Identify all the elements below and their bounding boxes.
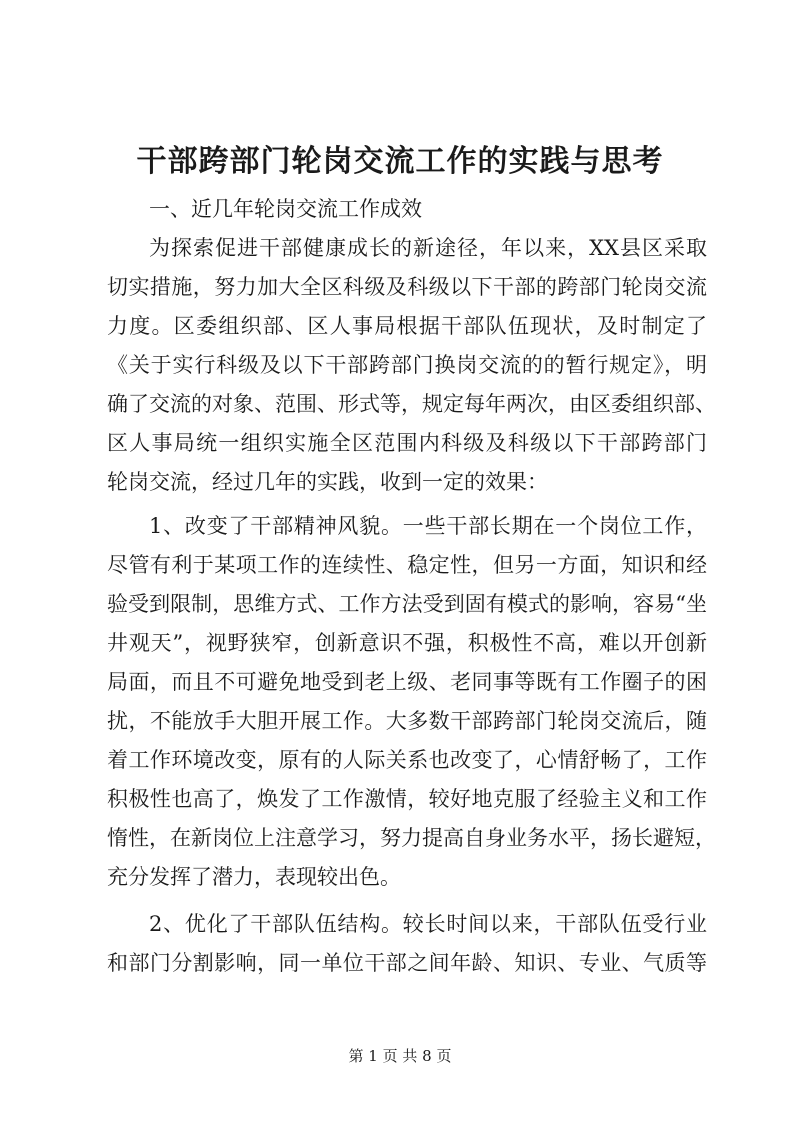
paragraph-line: 切实措施，努力加大全区科级及科级以下干部的跨部门轮岗交流: [107, 275, 707, 299]
section-heading: 一、近几年轮岗交流工作成效: [149, 197, 422, 221]
paragraph-line: 区人事局统一组织实施全区范围内科级及科级以下干部跨部门: [107, 431, 707, 455]
paragraph-line: 力度。区委组织部、区人事局根据干部队伍现状，及时制定了: [107, 314, 707, 338]
paragraph-line: 《关于实行科级及以下干部跨部门换岗交流的的暂行规定》，明: [107, 353, 707, 377]
paragraph-line: 确了交流的对象、范围、形式等，规定每年两次，由区委组织部、: [107, 392, 716, 416]
paragraph-line: 验受到限制，思维方式、工作方法受到固有模式的影响，容易“坐: [107, 592, 707, 616]
paragraph-line: 积极性也高了，焕发了工作激情，较好地克服了经验主义和工作: [107, 787, 707, 811]
paragraph-line: 和部门分割影响，同一单位干部之间年龄、知识、专业、气质等: [107, 951, 707, 975]
paragraph-line: 1、改变了干部精神风貌。一些干部长期在一个岗位工作，: [149, 514, 707, 538]
paragraph-line: 着工作环境改变，原有的人际关系也改变了，心情舒畅了，工作: [107, 748, 707, 772]
document-title: 干部跨部门轮岗交流工作的实践与思考: [136, 144, 664, 179]
paragraph-line: 扰，不能放手大胆开展工作。大多数干部跨部门轮岗交流后，随: [107, 709, 707, 733]
paragraph-line: 局面，而且不可避免地受到老上级、老同事等既有工作圈子的困: [107, 670, 707, 694]
paragraph-line: 2、优化了干部队伍结构。较长时间以来，干部队伍受行业: [149, 912, 707, 936]
paragraph-line: 轮岗交流，经过几年的实践，收到一定的效果：: [107, 470, 548, 494]
paragraph-line: 为探索促进干部健康成长的新途径，年以来，XX县区采取: [149, 236, 707, 260]
paragraph-line: 井观天”，视野狭窄，创新意识不强，积极性不高，难以开创新: [107, 631, 707, 655]
page-number: 第 1 页 共 8 页: [348, 1047, 452, 1065]
paragraph-line: 惰性，在新岗位上注意学习，努力提高自身业务水平，扬长避短，: [107, 826, 716, 850]
paragraph-line: 充分发挥了潜力，表现较出色。: [107, 865, 401, 889]
paragraph-line: 尽管有利于某项工作的连续性、稳定性，但另一方面，知识和经: [107, 553, 707, 577]
